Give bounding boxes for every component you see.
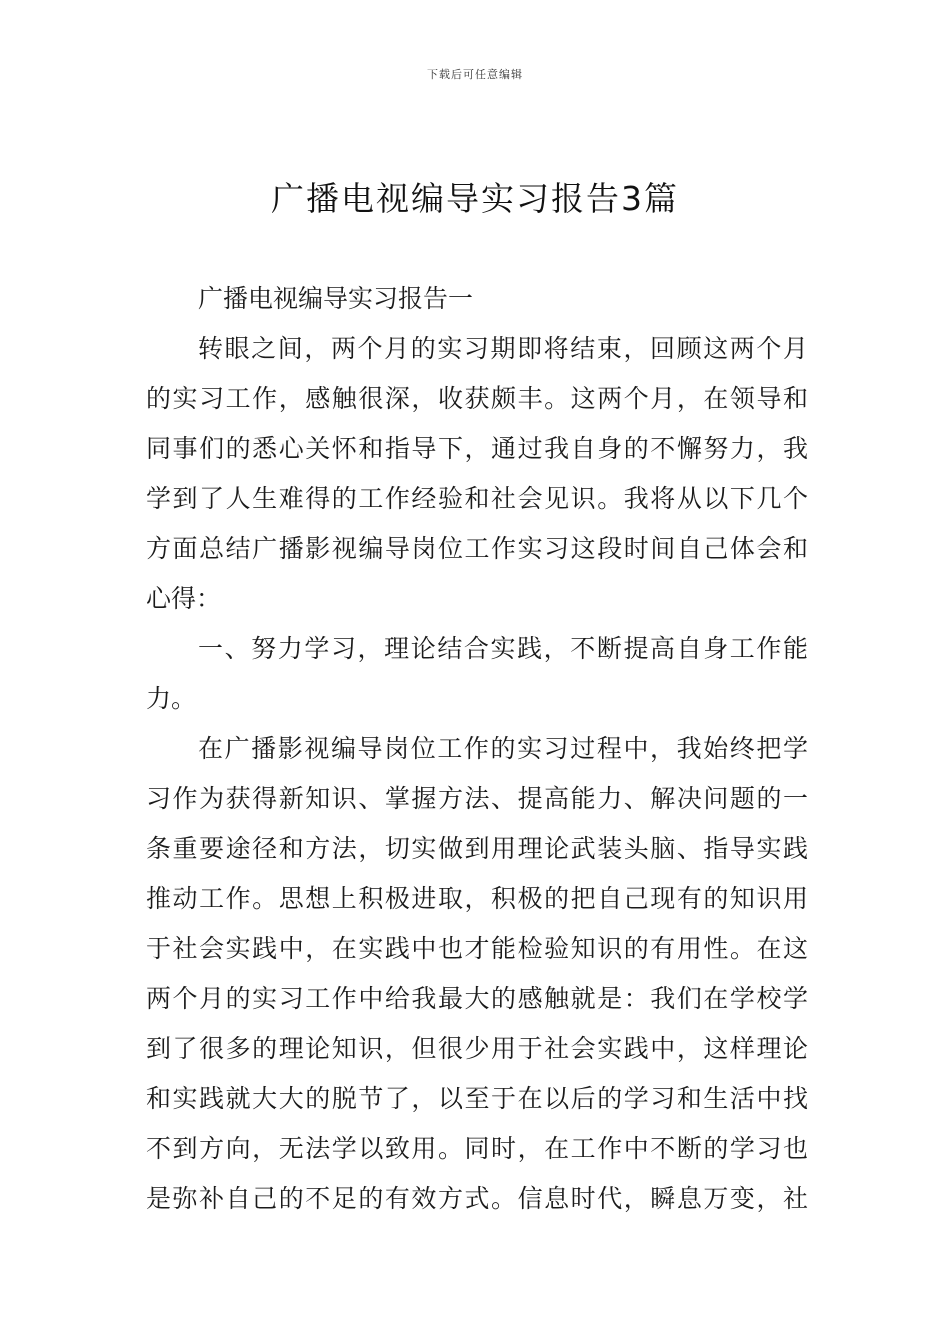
body-line: 是弥补自己的不足的有效方式。信息时代，瞬息万变，社 bbox=[146, 1184, 808, 1213]
document-title: 广播电视编导实习报告3篇 bbox=[271, 179, 679, 218]
body-line: 转眼之间，两个月的实习期即将结束，回顾这两个月 bbox=[198, 334, 808, 363]
body-line: 学到了人生难得的工作经验和社会见识。我将从以下几个 bbox=[146, 484, 808, 513]
body-line: 一、努力学习，理论结合实践，不断提高自身工作能 bbox=[198, 634, 808, 663]
body-line: 方面总结广播影视编导岗位工作实习这段时间自己体会和 bbox=[146, 534, 808, 563]
body-line: 的实习工作，感触很深，收获颇丰。这两个月，在领导和 bbox=[146, 384, 808, 413]
body-line: 心得： bbox=[146, 584, 222, 613]
body-line: 推动工作。思想上积极进取，积极的把自己现有的知识用 bbox=[146, 884, 808, 913]
body-line: 条重要途径和方法，切实做到用理论武装头脑、指导实践 bbox=[146, 834, 808, 863]
body-line: 不到方向，无法学以致用。同时，在工作中不断的学习也 bbox=[146, 1134, 808, 1163]
document-body bbox=[146, 274, 808, 1224]
body-line: 在广播影视编导岗位工作的实习过程中，我始终把学 bbox=[198, 734, 808, 763]
body-line: 力。 bbox=[146, 684, 197, 713]
body-line: 于社会实践中，在实践中也才能检验知识的有用性。在这 bbox=[146, 934, 808, 963]
body-line: 和实践就大大的脱节了，以至于在以后的学习和生活中找 bbox=[146, 1084, 808, 1113]
body-line: 到了很多的理论知识，但很少用于社会实践中，这样理论 bbox=[146, 1034, 808, 1063]
body-line: 两个月的实习工作中给我最大的感触就是：我们在学校学 bbox=[146, 984, 808, 1013]
body-line: 习作为获得新知识、掌握方法、提高能力、解决问题的一 bbox=[146, 784, 808, 813]
header-note: 下载后可任意编辑 bbox=[427, 68, 523, 81]
body-line: 同事们的悉心关怀和指导下，通过我自身的不懈努力，我 bbox=[146, 434, 808, 463]
section-heading: 广播电视编导实习报告一 bbox=[198, 284, 474, 313]
